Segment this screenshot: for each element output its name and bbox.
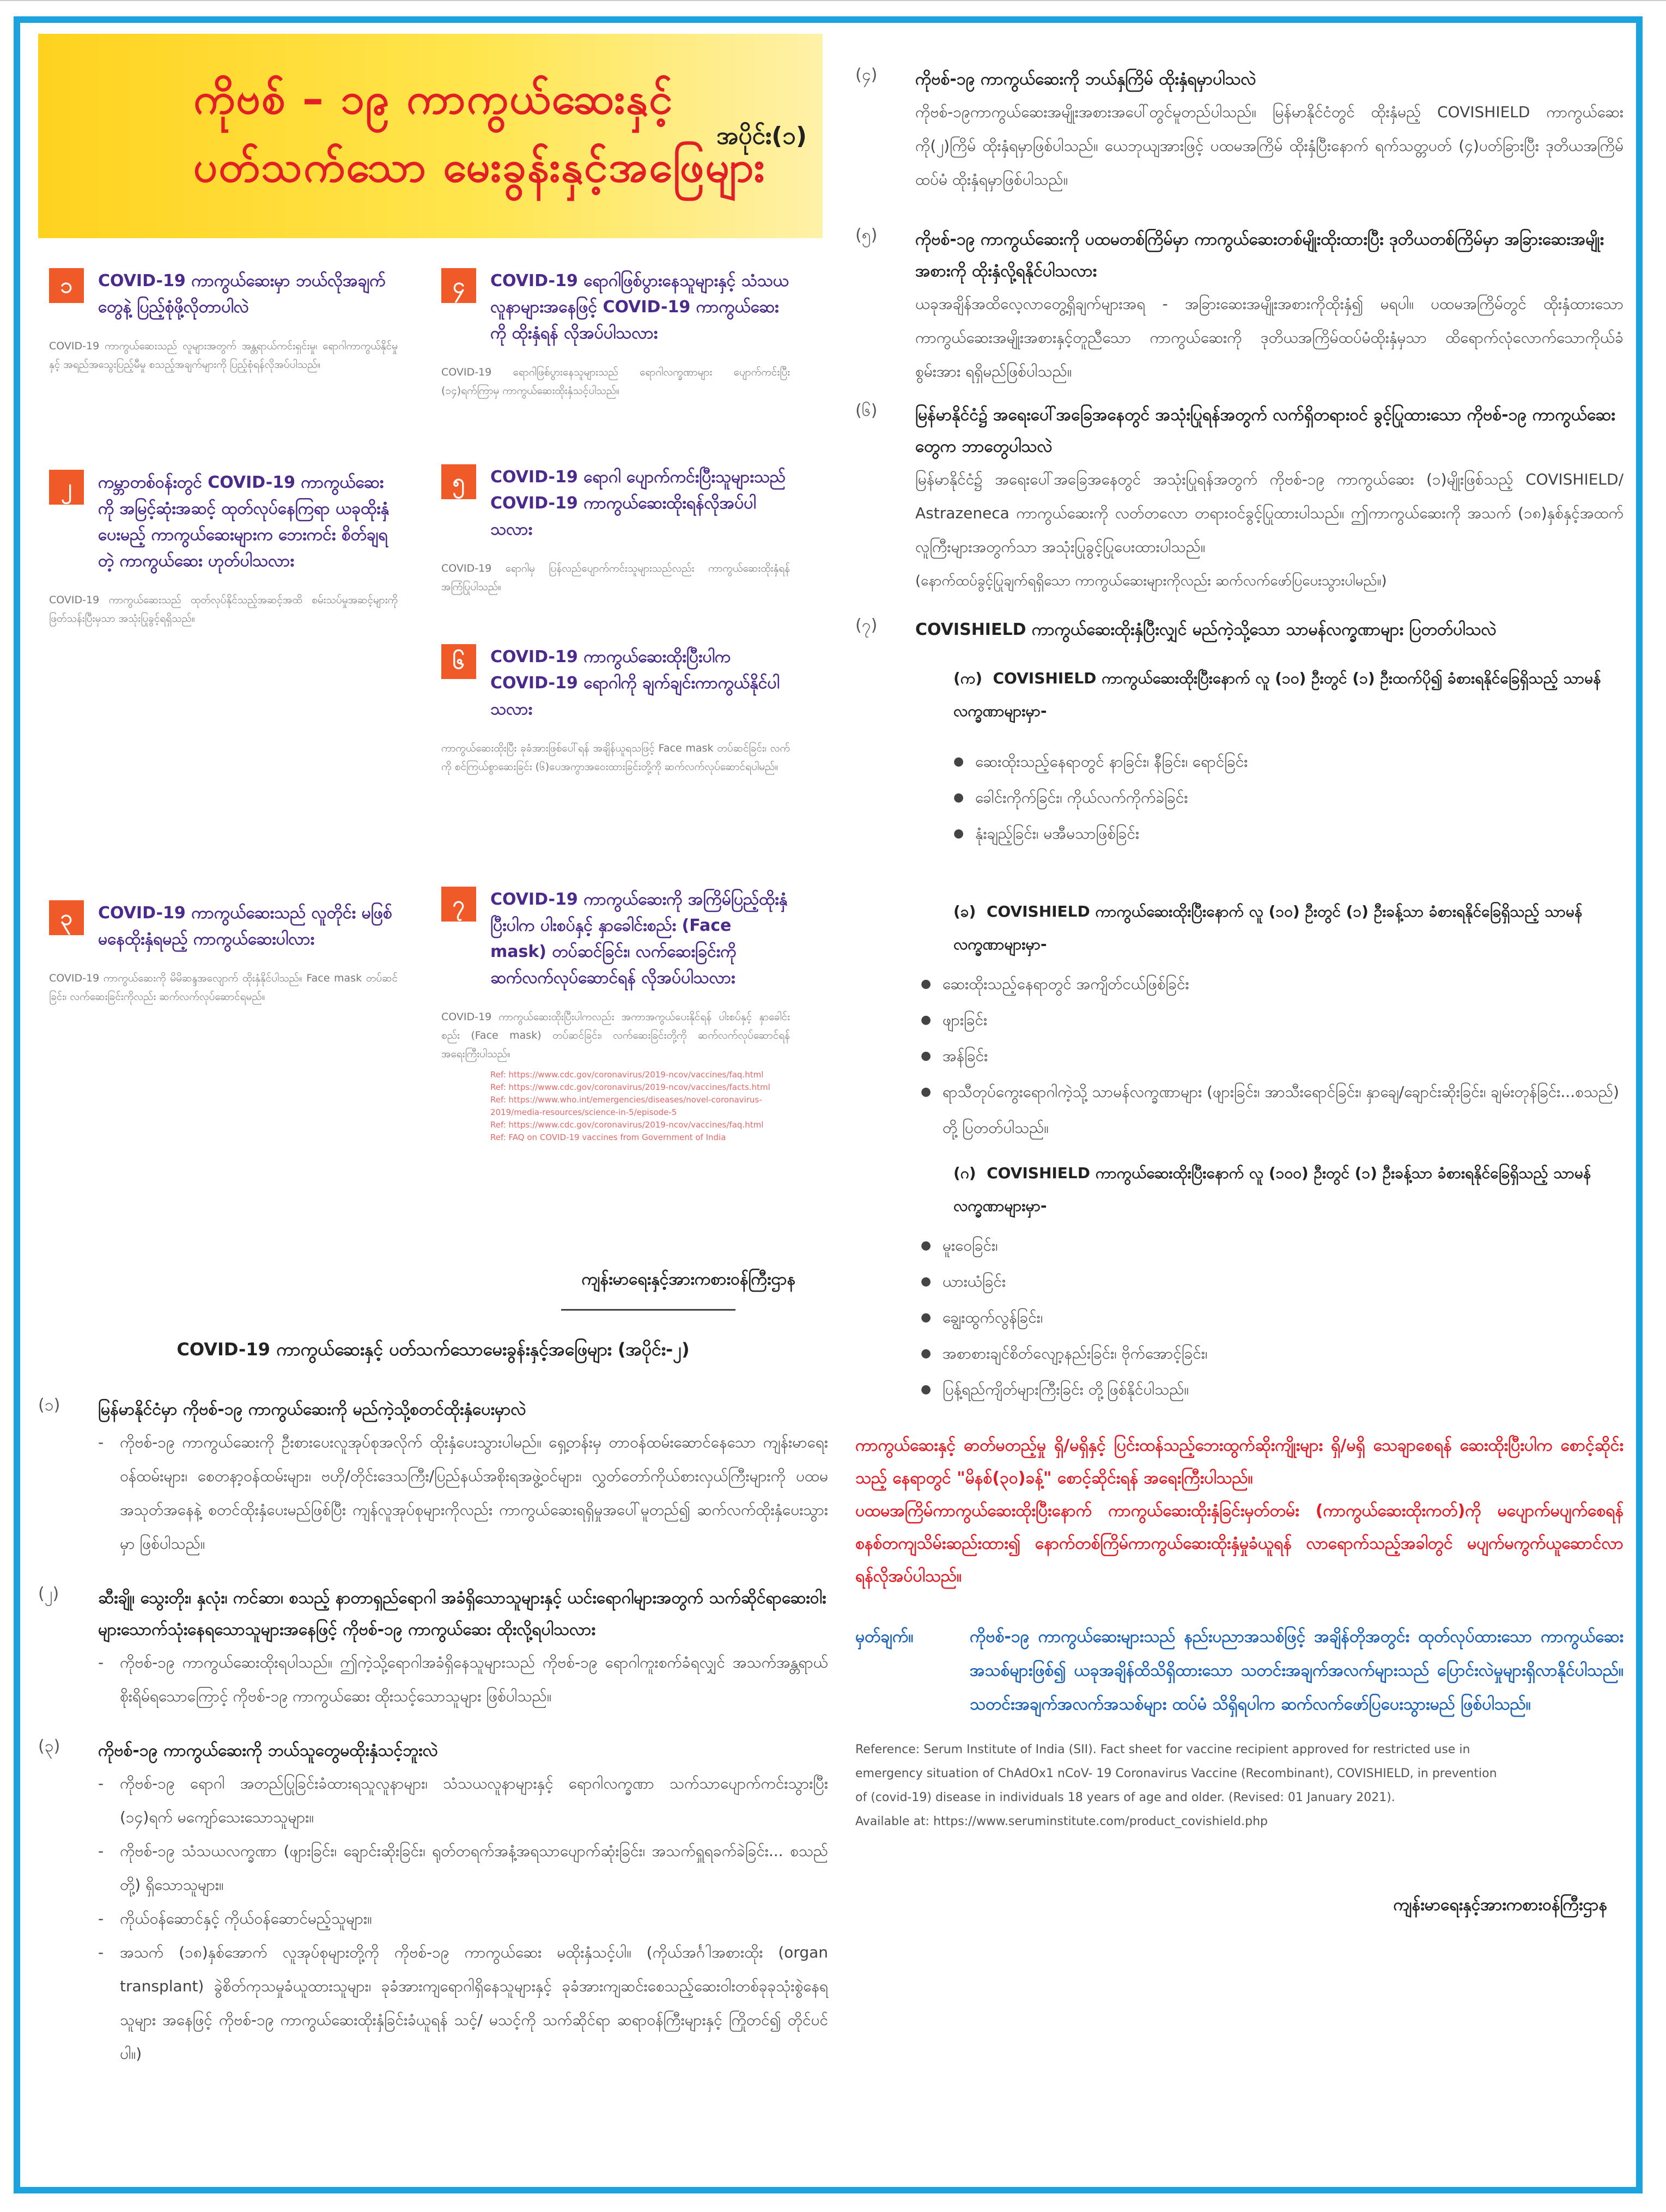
reference-line: Available at: https://www.seruminstitute.com/product_covishield.php bbox=[855, 1815, 1268, 1828]
section-body: - ကိုဗစ်-၁၉ ကာကွယ်ဆေးကို ဦးစားပေးလူအုပ်စုအလိုက် ထိုးနှံပေးသွားပါမည်။ ရှေ့တန်းမှ တာဝန်ထမ်းဆောင်နေသော ကျန်းမာရေးဝန်ထမ်းများ၊ စေတနာ့ဝန်ထမ်းများ၊ ဗဟို/တိုင်းဒေသကြီး/ပြည်နယ်အစိုးရအဖွဲ့ဝင်များ၊ လွှတ်တော်ကိုယ်စားလှယ်ကြီးများကို ပထမအသုတ်အနေနဲ့ စတင်ထိုးနှံပေးမည်ဖြစ်ပြီး ကျန်လူအုပ်စုများကိုလည်း ကာကွယ်ဆေးရရှိမှုအပေါ်မူတည်၍ ဆက်လက်ထိုးနှံပေးသွားမှာ ဖြစ်ပါသည်။ bbox=[98, 1426, 828, 1561]
banner-title-line1: ကိုဗစ် – ၁၉ ကာကွယ်ဆေးနှင့် bbox=[193, 75, 674, 124]
banner-part-label: အပိုင်း(၁) bbox=[716, 122, 807, 150]
qa-number-badge: ၂ bbox=[49, 470, 84, 505]
group-label: (ဂ) bbox=[953, 1164, 976, 1182]
left-section-2 bbox=[38, 1583, 828, 1713]
group-heading bbox=[953, 662, 1624, 728]
qa-number-badge: ၅ bbox=[441, 464, 476, 499]
group-heading bbox=[953, 895, 1624, 961]
reference-list bbox=[490, 1069, 790, 1144]
reference-block bbox=[855, 1738, 1624, 1834]
section-number: (၄) bbox=[855, 65, 878, 84]
right-section-4 bbox=[855, 64, 1624, 197]
right-section-6 bbox=[855, 399, 1624, 598]
side-effects-group-c bbox=[855, 1157, 1624, 1408]
list-item: ● ပြန့်ရည်ကျိတ်များကြီးခြင်း တို့ဖြစ်နိုင်ပါသည်။ bbox=[921, 1372, 1624, 1408]
reference-line: Ref: https://www.cdc.gov/coronavirus/2019-ncov/vaccines/facts.html bbox=[490, 1082, 770, 1092]
section-heading: COVISHIELD ကာကွယ်ဆေးထိုးနှံပြီးလျှင် မည်ကဲ့သို့သော သာမန်လက္ခဏာများ ပြတတ်ပါသလဲ bbox=[915, 620, 1497, 639]
group-label: (ခ) bbox=[953, 902, 976, 920]
section-heading: ကိုဗစ်-၁၉ ကာကွယ်ဆေးကို ပထမတစ်ကြိမ်မှာ ကာကွယ်ဆေးတစ်မျိုးထိုးထားပြီး ဒုတိယတစ်ကြိမ်မှာ အခြားဆေးအမျိုးအစားကို ထိုးနှံလို့ရနိုင်ပါသလား bbox=[915, 230, 1604, 281]
qa-question: COVID-19 ကာကွယ်ဆေးကို အကြိမ်ပြည့်ထိုးနှံပြီးပါက ပါးစပ်နှင့် နှာခေါင်းစည်း (Face mask) တပ်ဆင်ခြင်း၊ လက်ဆေးခြင်းကို ဆက်လက်လုပ်ဆောင်ရန် လိုအပ်ပါသလား bbox=[490, 890, 788, 987]
section-number: (၁) bbox=[38, 1396, 60, 1415]
qa-item-5 bbox=[441, 464, 790, 596]
section-heading: မြန်မာနိုင်ငံ၌ အရေးပေါ်အခြေအနေတွင် အသုံးပြုရန်အတွက် လက်ရှိတရားဝင် ခွင့်ပြုထားသော ကိုဗစ်-၁၉ ကာကွယ်ဆေးတွေက ဘာတွေပါသလဲ bbox=[915, 405, 1615, 456]
reference-line: of (covid-19) disease in individuals 18 years of age and older. (Revised: 01 January 2021). bbox=[855, 1791, 1395, 1804]
group-heading-text: COVISHIELD ကာကွယ်ဆေးထိုးပြီးနောက် လူ (၁၀) ဦးတွင် (၁) ဦးခန့်သာ ခံစားရနိုင်ခြေရှိသည့် သာမန်လက္ခဏာများမှာ- bbox=[953, 902, 1583, 953]
section-body: ယခုအချိန်အထိလေ့လာတွေ့ရှိချက်များအရ - အခြားဆေးအမျိုးအစားကိုထိုးနှံ၍ မရပါ။ ပထမအကြိမ်တွင် ထိုးနှံထားသော ကာကွယ်ဆေးအမျိုးအစားနှင့်တူညီသော ကာကွယ်ဆေးကို ဒုတိယအကြိမ်ထပ်မံထိုးနှံမှသာ ထိရောက်လုံလောက်သောကိုယ်ခံစွမ်းအား ရရှိမည်ဖြစ်ပါသည်။ bbox=[915, 295, 1624, 380]
group-heading bbox=[953, 1157, 1624, 1222]
list-item: ● ယားယံခြင်း bbox=[921, 1264, 1624, 1300]
list-item: ● ဆေးထိုးသည့်နေရာတွင် အကျိတ်ငယ်ဖြစ်ခြင်း bbox=[921, 966, 1624, 1002]
banner-title-line2: ပတ်သက်သော မေးခွန်းနှင့်အဖြေများ bbox=[193, 143, 766, 192]
section-body: - ကိုဗစ်-၁၉ သံသယလက္ခဏာ (ဖျားခြင်း၊ ချောင်းဆိုးခြင်း၊ ရုတ်တရက်အနံ့အရသာပျောက်ဆုံးခြင်း၊ အသက်ရှူရခက်ခဲခြင်း... စသည်တို့) ရှိသောသူများ။ bbox=[98, 1834, 828, 1902]
left-column bbox=[38, 34, 828, 2071]
note-block bbox=[855, 1620, 1624, 1722]
qa-number-badge: ၁ bbox=[49, 268, 84, 303]
warning-paragraph: ပထမအကြိမ်ကာကွယ်ဆေးထိုးပြီးနောက် ကာကွယ်ဆေးထိုးနှံခြင်းမှတ်တမ်း (ကာကွယ်ဆေးထိုးကတ်)ကို မပျောက်မပျက်စေရန် စနစ်တကျသိမ်းဆည်းထား၍ နောက်တစ်ကြိမ်ကာကွယ်ဆေးထိုးနှံမှုခံယူရန် လာရောက်သည့်အခါတွင် မပျက်မကွက်ယူဆောင်လာရန်လိုအပ်ပါသည်။ bbox=[855, 1501, 1624, 1586]
qa-answer: COVID-19 ကာကွယ်ဆေးထိုးပြီးပါကလည်း အကာအကွယ်ပေးနိုင်ရန် ပါးစပ်နှင့် နှာခေါင်းစည်း (Face mask) တပ်ဆင်ခြင်း၊ လက်ဆေးခြင်းတို့ကို ဆက်လက်လုပ်ဆောင်ရန် အရေးကြီးပါသည်။ bbox=[441, 1011, 790, 1060]
bullet-list bbox=[953, 744, 1624, 852]
qa-question: COVID-19 ရောဂါ ပျောက်ကင်းပြီးသူများသည် COVID-19 ကာကွယ်ဆေးထိုးရန်လိုအပ်ပါသလား bbox=[490, 468, 786, 539]
list-item: ● မူးဝေခြင်း၊ bbox=[921, 1228, 1624, 1264]
left-section-3 bbox=[38, 1735, 828, 2071]
qa-grid bbox=[38, 268, 823, 1249]
qa-number-badge: ၇ bbox=[441, 887, 476, 922]
section-number: (၂) bbox=[38, 1584, 59, 1603]
list-item: ● နုံးချည့်ခြင်း၊ မအီမသာဖြစ်ခြင်း bbox=[953, 816, 1624, 852]
side-effects-group-b bbox=[855, 895, 1624, 1146]
side-effects-group-a bbox=[855, 662, 1624, 852]
right-section-5 bbox=[855, 224, 1624, 389]
section-number: (၅) bbox=[855, 226, 878, 245]
list-item: ● ချွေးထွက်လွန်ခြင်း၊ bbox=[921, 1300, 1624, 1336]
part2-title: COVID-19 ကာကွယ်ဆေးနှင့် ပတ်သက်သောမေးခွန်းနှင့်အဖြေများ (အပိုင်း-၂) bbox=[177, 1339, 690, 1360]
qa-item-3 bbox=[49, 900, 398, 1006]
qa-answer: COVID-19 ကာကွယ်ဆေးသည် လူများအတွက် အန္တရာယ်ကင်းရှင်းမှု၊ ရောဂါကာကွယ်နိုင်မှုနှင့် အရည်အသွေးပြည့်မီမှု စသည့်အချက်များကို ပြည့်စုံရန်လိုအပ်ပါသည်။ bbox=[49, 340, 398, 371]
section-number: (၃) bbox=[38, 1737, 60, 1756]
qa-item-4 bbox=[441, 268, 790, 400]
group-heading-text: COVISHIELD ကာကွယ်ဆေးထိုးပြီးနောက် လူ (၁၀) ဦးတွင် (၁) ဦးထက်ပို၍ ခံစားရနိုင်ခြေရှိသည့် သာမန်လက္ခဏာများမှာ- bbox=[953, 669, 1601, 720]
right-column bbox=[855, 34, 1624, 1918]
qa-answer: COVID-19 ရောဂါမှ ပြန်လည်ပျောက်ကင်းသူများသည်လည်း ကာကွယ်ဆေးထိုးနှံရန် အကြံပြုပါသည်။ bbox=[441, 562, 790, 593]
group-label: (က) bbox=[953, 669, 982, 687]
bullet-list bbox=[921, 1228, 1624, 1408]
reference-line: emergency situation of ChAdOx1 nCoV- 19 Coronavirus Vaccine (Recombinant), COVISHIELD, in prevention bbox=[855, 1767, 1497, 1780]
warning-paragraph: ကာကွယ်ဆေးနှင့် ဓာတ်မတည့်မှု ရှိ/မရှိနှင့် ပြင်းထန်သည့်ဘေးထွက်ဆိုးကျိုးများ ရှိ/မရှိ သေချာစေရန် ဆေးထိုးပြီးပါက စောင့်ဆိုင်းသည့် နေရာတွင် "မိနစ်(၃၀)ခန့်" စောင့်ဆိုင်းရန် အရေးကြီးပါသည်။ bbox=[855, 1436, 1624, 1488]
top-rule bbox=[0, 0, 1666, 1]
section-body: - ကိုဗစ်-၁၉ ကာကွယ်ဆေးထိုးရပါသည်။ ဤကဲ့သို့ရောဂါအခံရှိနေသူများသည် ကိုဗစ်-၁၉ ရောဂါကူးစက်ခံရလျှင် အသက်အန္တရာယ်စိုးရိမ်ရသောကြောင့် ကိုဗစ်-၁၉ ကာကွယ်ဆေး ထိုးသင့်သောသူများ ဖြစ်ပါသည်။ bbox=[98, 1646, 828, 1713]
section-body: - ကိုယ်ဝန်ဆောင်နှင့် ကိုယ်ဝန်ဆောင်မည့်သူများ။ bbox=[98, 1902, 828, 1936]
group-heading-text: COVISHIELD ကာကွယ်ဆေးထိုးပြီးနောက် လူ (၁၀၀) ဦးတွင် (၁) ဦးခန့်သာ ခံစားရနိုင်ခြေရှိသည့် သာမန်လက္ခဏာများမှာ- bbox=[953, 1164, 1591, 1215]
section-body: မြန်မာနိုင်ငံ၌ အရေးပေါ်အခြေအနေတွင် အသုံးပြုရန်အတွက် ကိုဗစ်-၁၉ ကာကွယ်ဆေး (၁)မျိုးဖြစ်သည့် COVISHIELD/ Astrazeneca ကာကွယ်ဆေးကို လတ်တလော တရားဝင်ခွင့်ပြုထားပါသည်။ ဤကာကွယ်ဆေးကို အသက် (၁၈)နှစ်နှင့်အထက် လူကြီးများအတွက်သာ အသုံးပြုခွင့်ပြုပေးထားပါသည်။ bbox=[915, 470, 1624, 556]
qa-question: COVID-19 ကာကွယ်ဆေးသည် လူတိုင်း မဖြစ်မနေထိုးနှံရမည့် ကာကွယ်ဆေးပါလား bbox=[98, 904, 392, 949]
qa-item-1 bbox=[49, 268, 398, 374]
list-item: ● အန်ခြင်း bbox=[921, 1038, 1624, 1074]
section-heading: မြန်မာနိုင်ငံမှာ ကိုဗစ်-၁၉ ကာကွယ်ဆေးကို မည်ကဲ့သို့စတင်ထိုးနှံပေးမှာလဲ bbox=[98, 1400, 526, 1419]
section-body: - ကိုဗစ်-၁၉ ရောဂါ အတည်ပြုခြင်းခံထားရသူလူနာများ၊ သံသယလူနာများနှင့် ရောဂါလက္ခဏာ သက်သာပျောက်ကင်းသွားပြီး (၁၄)ရက် မကျော်သေးသောသူများ။ bbox=[98, 1767, 828, 1834]
qa-question: COVID-19 ကာကွယ်ဆေးမှာ ဘယ်လိုအချက်တွေနဲ့ ပြည့်စုံဖို့လိုတာပါလဲ bbox=[98, 271, 386, 317]
note-label: မှတ်ချက်။ bbox=[855, 1627, 914, 1646]
section-body: ကိုဗစ်-၁၉ကာကွယ်ဆေးအမျိုးအစားအပေါ်တွင်မူတည်ပါသည်။ မြန်မာနိုင်ငံတွင် ထိုးနှံမည့် COVISHIELD ကာကွယ်ဆေးကို(၂)ကြိမ် ထိုးနှံရမှာဖြစ်ပါသည်။ ယေဘုယျအားဖြင့် ပထမအကြိမ် ထိုးနှံပြီးနောက် ရက်သတ္တပတ် (၄)ပတ်ခြားပြီး ဒုတိယအကြိမ် ထပ်မံ ထိုးနှံရမှာဖြစ်ပါသည်။ bbox=[915, 103, 1624, 189]
right-section-7 bbox=[855, 614, 1624, 646]
reference-line: Reference: Serum Institute of India (SII). Fact sheet for vaccine recipient approved for restricted use in bbox=[855, 1743, 1470, 1756]
list-item: ● ခေါင်းကိုက်ခြင်း၊ ကိုယ်လက်ကိုက်ခဲခြင်း bbox=[953, 780, 1624, 816]
bullet-list bbox=[921, 966, 1624, 1146]
section-note: (နောက်ထပ်ခွင့်ပြုချက်ရရှိသော ကာကွယ်ဆေးများကိုလည်း ဆက်လက်ဖော်ပြပေးသွားပါမည်။) bbox=[915, 573, 1387, 589]
section-number: (၇) bbox=[855, 616, 878, 635]
qa-number-badge: ၃ bbox=[49, 900, 84, 935]
warning-notice bbox=[855, 1429, 1624, 1593]
note-text: ကိုဗစ်-၁၉ ကာကွယ်ဆေးများသည် နည်းပညာအသစ်ဖြင့် အချိန်တိုအတွင်း ထုတ်လုပ်ထားသော ကာကွယ်ဆေးအသစ်များဖြစ်၍ ယခုအချိန်ထိသိရှိထားသော သတင်းအချက်အလက်များသည် ပြောင်းလဲမှုများရှိလာနိုင်ပါသည်။ သတင်းအချက်အလက်အသစ်များ ထပ်မံ သိရှိရပါက ဆက်လက်ဖော်ပြပေးသွားမည် ဖြစ်ပါသည်။ bbox=[970, 1627, 1624, 1714]
qa-item-6 bbox=[441, 644, 790, 776]
section-heading: ဆီးချို၊ သွေးတိုး၊ နှလုံး၊ ကင်ဆာ၊ စသည့် နာတာရှည်ရောဂါ အခံရှိသောသူများနှင့် ယင်းရောဂါများအတွက် သက်ဆိုင်ရာဆေးဝါးများသောက်သုံးနေရသောသူများအနေဖြင့် ကိုဗစ်-၁၉ ကာကွယ်ဆေး ထိုးလို့ရပါသလား bbox=[98, 1589, 826, 1639]
list-item: ● ဖျားခြင်း bbox=[921, 1002, 1624, 1038]
qa-item-7 bbox=[441, 887, 790, 1144]
qa-number-badge: ၄ bbox=[441, 268, 476, 303]
list-item: ● အစာစားချင်စိတ်လျော့နည်းခြင်း၊ ဗိုက်အောင့်ခြင်း၊ bbox=[921, 1336, 1624, 1372]
qa-question: COVID-19 ရောဂါဖြစ်ပွားနေသူများနှင့် သံသယ လူနာများအနေဖြင့် COVID-19 ကာကွယ်ဆေးကို ထိုးနှံရန် လိုအပ်ပါသလား bbox=[490, 271, 789, 343]
reference-line: Ref: https://www.cdc.gov/coronavirus/2019-ncov/vaccines/faq.html bbox=[490, 1120, 764, 1130]
title-banner bbox=[38, 34, 823, 238]
list-item: ● ရာသီတုပ်ကွေးရောဂါကဲ့သို့ သာမန်လက္ခဏာများ (ဖျားခြင်း၊ အာသီးရောင်ခြင်း၊ နှာချေ/ချောင်းဆိုးခြင်း၊ ချမ်းတုန်ခြင်း...စသည်) တို့ ပြတတ်ပါသည်။ bbox=[921, 1074, 1624, 1146]
reference-line: Ref: https://www.cdc.gov/coronavirus/2019-ncov/vaccines/faq.html bbox=[490, 1070, 764, 1080]
signature-rule bbox=[561, 1309, 735, 1311]
reference-line: Ref: https://www.who.int/emergencies/diseases/novel-coronavirus-2019/media-resources/science-in-5/episode-5 bbox=[490, 1095, 762, 1117]
list-item: ● ဆေးထိုးသည့်နေရာတွင် နာခြင်း၊ နီခြင်း၊ ရောင်ခြင်း bbox=[953, 744, 1624, 780]
section-body: - အသက် (၁၈)နှစ်အောက် လူအုပ်စုများတို့ကို ကိုဗစ်-၁၉ ကာကွယ်ဆေး မထိုးနှံသင့်ပါ။ (ကိုယ်အင်္ဂါအစားထိုး (organ transplant) ခွဲစိတ်ကုသမှုခံယူထားသူများ၊ ခုခံအားကျရောဂါရှိနေသူများနှင့် ခုခံအားကျဆင်းစေသည့်ဆေးဝါးတစ်ခုခုသုံးစွဲနေရသူများ အနေဖြင့် ကိုဗစ်-၁၉ ကာကွယ်ဆေးထိုးနှံခြင်းခံယူရန် သင့်/ မသင့်ကို သက်ဆိုင်ရာ ဆရာဝန်ကြီးများနှင့် ကြိုတင်၍ တိုင်ပင်ပါ။) bbox=[98, 1936, 828, 2071]
section-heading: ကိုဗစ်-၁၉ ကာကွယ်ဆေးကို ဘယ်သူတွေမထိုးနှံသင့်ဘူးလဲ bbox=[98, 1741, 438, 1760]
qa-question: COVID-19 ကာကွယ်ဆေးထိုးပြီးပါက COVID-19 ရောဂါကို ချက်ချင်းကာကွယ်နိုင်ပါသလား bbox=[490, 647, 780, 719]
qa-answer: COVID-19 ကာကွယ်ဆေးကို မိမိဆန္ဒအလျောက် ထိုးနှံနိုင်ပါသည်။ Face mask တပ်ဆင်ခြင်း၊ လက်ဆေးခြင်းကိုလည်း ဆက်လက်လုပ်ဆောင်ရမည်။ bbox=[49, 972, 398, 1003]
reference-line: Ref: FAQ on COVID-19 vaccines from Government of India bbox=[490, 1132, 726, 1142]
section-number: (၆) bbox=[855, 401, 878, 420]
ministry-signature: ကျန်းမာရေးနှင့်အားကစားဝန်ကြီးဌာန bbox=[581, 1270, 795, 1289]
qa-answer: COVID-19 ကာကွယ်ဆေးသည် ထုတ်လုပ်နိုင်သည့်အဆင့်အထိ စမ်းသပ်မှုအဆင့်များကို ဖြတ်သန်းပြီးမှသာ အသုံးပြုခွင့်ရရှိသည်။ bbox=[49, 594, 398, 625]
qa-item-2 bbox=[49, 470, 398, 628]
qa-answer: COVID-19 ရောဂါဖြစ်ပွားနေသူများသည် ရောဂါလက္ခဏာများ ပျောက်ကင်းပြီး (၁၄)ရက်ကြာမှ ကာကွယ်ဆေးထိုးနှံသင့်ပါသည်။ bbox=[441, 366, 790, 397]
section-heading: ကိုဗစ်-၁၉ ကာကွယ်ဆေးကို ဘယ်နှကြိမ် ထိုးနှံရမှာပါသလဲ bbox=[915, 70, 1256, 89]
ministry-signature-bottom: ကျန်းမာရေးနှင့်အားကစားဝန်ကြီးဌာန bbox=[1393, 1895, 1607, 1914]
left-section-1 bbox=[38, 1394, 828, 1561]
qa-question: ကမ္ဘာတစ်ဝန်းတွင် COVID-19 ကာကွယ်ဆေးကို အမြင့်ဆုံးအဆင့် ထုတ်လုပ်နေကြရာ ယခုထိုးနှံပေးမည့် ကာကွယ်ဆေးများက ဘေးကင်း စိတ်ချရတဲ့ ကာကွယ်ဆေး ဟုတ်ပါသလား bbox=[98, 473, 390, 571]
qa-number-badge: ၆ bbox=[441, 644, 476, 679]
qa-answer: ကာကွယ်ဆေးထိုးပြီး ခုခံအားဖြစ်ပေါ်ရန် အချိန်ယူရသဖြင့် Face mask တပ်ဆင်ခြင်း၊ လက်ကို စင်ကြယ်စွာဆေးခြင်း (၆)ပေအကွာအဝေးထားခြင်းတို့ကို ဆက်လက်လုပ်ဆောင်ရပါမည်။ bbox=[441, 742, 790, 773]
